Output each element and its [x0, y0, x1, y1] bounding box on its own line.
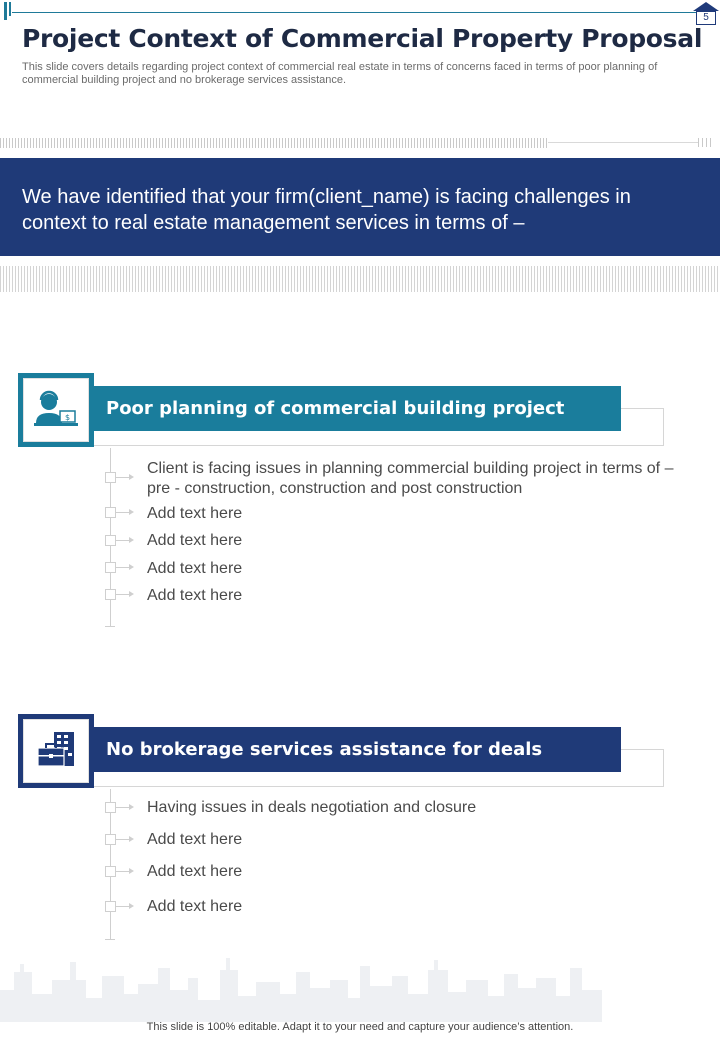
- hatch-divider-top: [0, 138, 548, 148]
- hatch-divider-bottom: [0, 266, 720, 292]
- section-2-header: [92, 727, 621, 772]
- section-1-item: Add text here: [147, 587, 243, 604]
- section-1-item: Add text here: [147, 560, 243, 577]
- section-2-icon-frame: [23, 719, 89, 783]
- section-2-item: Having issues in deals negotiation and closure: [147, 799, 477, 816]
- building-briefcase-icon: [24, 720, 88, 782]
- page-title: Project Context of Commercial Property Proposal: [22, 24, 703, 53]
- bullet-marker: [105, 535, 135, 547]
- section-1-title: Poor planning of commercial building project: [106, 398, 565, 419]
- top-accent-bar: [4, 2, 7, 20]
- section-2-item: Add text here: [147, 898, 243, 915]
- section-2-icon-box: [18, 714, 94, 788]
- bullet-marker: [105, 472, 135, 484]
- svg-text:$: $: [64, 413, 71, 422]
- consultant-icon: [24, 379, 88, 441]
- bullet-marker: [105, 834, 135, 846]
- city-skyline-illustration: [0, 950, 720, 1022]
- bullet-marker: [105, 901, 135, 913]
- hatch-divider-end: [698, 138, 712, 147]
- bullet-marker: [105, 866, 135, 878]
- bullet-marker: [105, 507, 135, 519]
- section-2-item: Add text here: [147, 863, 243, 880]
- section-1-item: Add text here: [147, 505, 243, 522]
- section-2-item: Add text here: [147, 831, 243, 848]
- bullet-marker: [105, 589, 135, 601]
- section-1-header: [92, 386, 621, 431]
- top-accent-bar-thin: [9, 2, 11, 16]
- section-1-connector-foot: [105, 626, 115, 627]
- page-subtitle: This slide covers details regarding project context of commercial real estate in terms of concerns faced in terms of poor planning of commercial building project and no brokerage services assistance.: [22, 61, 658, 86]
- divider-line: [548, 142, 698, 143]
- section-1-icon-frame: [23, 378, 89, 442]
- intro-banner: [0, 158, 720, 256]
- section-1-icon-box: [18, 373, 94, 447]
- bullet-marker: [105, 562, 135, 574]
- footer-note: This slide is 100% editable. Adapt it to your need and capture your audience’s attention.: [146, 1021, 574, 1033]
- section-2-connector-foot: [105, 939, 115, 940]
- intro-banner-text: We have identified that your firm(client_name) is facing challenges in context to real estate management services in terms of –: [22, 186, 631, 234]
- bullet-marker: [105, 802, 135, 814]
- section-1-item: Add text here: [147, 532, 243, 549]
- house-roof-icon: [693, 2, 719, 11]
- top-rule: [12, 12, 702, 13]
- section-1-item: Client is facing issues in planning commercial building project in terms of – pre - construction, construction and post construction: [147, 460, 674, 497]
- page-number: 5: [696, 11, 716, 25]
- page-number-badge: [693, 2, 719, 24]
- section-2-title: No brokerage services assistance for deals: [106, 739, 543, 760]
